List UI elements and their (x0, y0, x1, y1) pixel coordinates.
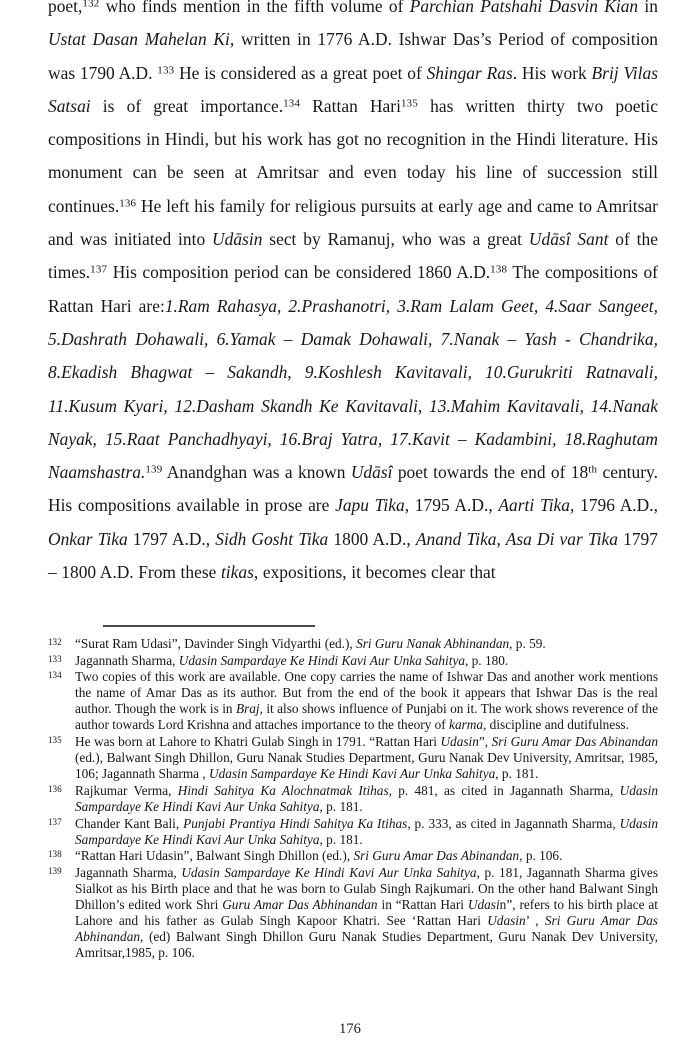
italic-text: Udasi (467, 897, 500, 912)
text-run: He was born at Lahore to Khatri Gulab Singh in 1791. “Rattan Hari (75, 734, 441, 750)
footnote-marker: 135 (400, 97, 418, 110)
italic-text: Udāsin (212, 229, 263, 250)
italic-text: Sri Guru Amar Das Abinandan, (353, 848, 523, 864)
italic-text: Udāsî Sant (528, 229, 609, 250)
text-run: 1800 A.D., (328, 528, 416, 549)
text-run: has written thirty two poetic compositions in Hindi, but his work has got no recognition in the Hindi literature. His monument can be seen at Amritsar and even today his line of succession still continues. (48, 95, 658, 216)
italic-text: Udasin (487, 913, 526, 929)
text-run: sect by Ramanuj, who was a great (262, 229, 529, 250)
text-run: , p. 333, as cited in Jagannath Sharma, (407, 815, 620, 831)
footnote-marker: 139 (145, 463, 163, 476)
italic-text: Braj (235, 701, 260, 717)
footnote-entry (46, 653, 658, 669)
text-run: , (ed) Balwant Singh Dhillon Guru Nanak Studies Department, Guru Nanak Dev University, Amritsar,1985, p. 106. (75, 929, 658, 961)
footnote-marker: 132 (82, 0, 100, 10)
text-run: written in 1776 A.D. Ishwar Das’s Period of composition was 1790 A.D. (48, 29, 658, 83)
text-run: The compositions of Rattan Hari are: (48, 262, 658, 316)
footnote-number: 139 (48, 865, 62, 876)
text-run: 1797 A.D., (127, 528, 216, 549)
text-run: Chander Kant Bali, (75, 815, 184, 831)
footnote-entry (46, 865, 658, 962)
text-run: , p. 59. (509, 636, 546, 651)
text-run: (ed.), Balwant Singh Dhillon, Guru Nanak Studies Department, Guru Nanak Dev University, Amritsar, 1985, 106; Jagannath Sharma , (75, 750, 658, 782)
text-run: n”, refers to his birth place at Lahore and his father as Gulab Singh Kapoor Khatri. See ‘Rattan Hari (75, 897, 659, 929)
text-run: who finds mention in the fifth volume of (99, 0, 410, 16)
footnote-entry (46, 669, 658, 733)
text-run: Jagannath Sharma, (75, 652, 179, 668)
text-run: , p. 181. (319, 831, 363, 847)
text-run: . His work (512, 62, 592, 83)
italic-text: Udasin (440, 734, 479, 750)
italic-text: Sri Guru Nanak Abhinandan (356, 636, 510, 651)
text-run: His composition period can be considered 1860 A.D. (107, 262, 491, 283)
italic-text: tikas (220, 562, 254, 583)
text-run: “Surat Ram Udasi”, Davinder Singh Vidyarthi (ed.), (75, 636, 357, 651)
footnote-marker: 136 (119, 197, 137, 210)
italic-text: Udāsî (350, 462, 393, 483)
text-run: Anandghan was a known (162, 462, 351, 483)
footnote-text (75, 865, 658, 962)
text-run: Jagannath Sharma, (75, 864, 182, 880)
text-run: , p. 181, Jagannath Sharma gives Sialkot as his Birth place and that he was born to Gulab Singh Rajkumari. On the other hand Balwant Singh Dhillon’s edited work Shri (75, 864, 658, 912)
footnote-number: 138 (48, 849, 62, 860)
footnote-marker: 133 (157, 63, 175, 76)
footnote-marker: 138 (490, 263, 508, 276)
italic-text: Udasin Sampardaye Ke Hindi Kavi Aur Unka Sahitya (75, 815, 658, 847)
text-run: of the times. (48, 229, 658, 283)
italic-text: Sidh Gosht Tika (215, 528, 329, 549)
text-run: Rattan Hari (300, 95, 401, 116)
text-run: Rajkumar Verma, (75, 782, 178, 798)
text-run: century. His compositions available in prose are (48, 462, 659, 516)
text-run: , 1796 A.D., (570, 495, 658, 516)
italic-text: Punjabi Prantiya Hindi Sahitya Ka Itihas (183, 815, 408, 831)
italic-text: Guru Amar Das Abhinandan (222, 897, 378, 912)
italic-text: Udasin Sampardaye Ke Hindi Kavi Aur Unka Sahitya (181, 864, 477, 880)
text-run: Two copies of this work are available. One copy carries the name of Ishwar Das and another work mentions the name of Amar Das as its author. But from the end of the book it appears that Ishwar Das is the real author. Though the work is in (75, 669, 658, 717)
footnote-text (75, 653, 658, 669)
italic-text: Onkar Tika (48, 528, 128, 549)
footnote-marker: 137 (90, 263, 108, 276)
italic-text: Sri Guru Amar Das Abhinandan (75, 913, 658, 945)
italic-text: Brij Vilas Satsai (48, 62, 658, 116)
italic-text: Sri Guru Amar Das Abinandan (491, 734, 658, 750)
footnote-number: 133 (48, 653, 62, 664)
text-run: in (638, 0, 658, 16)
footnote-entry (46, 734, 658, 782)
footnote-text (75, 848, 658, 864)
text-run: , expositions, it becomes clear that (253, 562, 496, 583)
italic-text: Hindi Sahitya Ka Alochnatmak Itihas (177, 782, 389, 798)
text-run: ’ , (525, 913, 545, 929)
footnote-separator-rule (103, 625, 315, 627)
text-run: is of great importance. (90, 95, 284, 116)
text-run: , p. 481, as cited in Jagannath Sharma, (388, 782, 620, 798)
footnote-text (75, 669, 658, 733)
italic-text: karma (449, 717, 484, 733)
text-run: p. 180. (468, 652, 509, 668)
footnote-entry (46, 783, 658, 815)
footnote-text (75, 816, 658, 848)
text-run: poet towards the end of 18 (392, 462, 589, 483)
footnote-entry (46, 848, 658, 864)
italic-text: Aarti Tika (498, 495, 571, 516)
text-run: 1797 – 1800 A.D. From these (48, 528, 658, 583)
body-text-block (48, 0, 658, 589)
footnotes-block (46, 636, 658, 962)
footnote-text (75, 636, 658, 652)
italic-text: Udasin Sampardaye Ke Hindi Kavi Aur Unka Sahitya, (178, 652, 469, 668)
text-run: , p. 181. (495, 766, 539, 782)
footnote-entry (46, 816, 658, 848)
text-run: , p. 181. (319, 798, 363, 814)
footnote-marker: 134 (283, 97, 301, 110)
text-run: poet, (48, 0, 83, 16)
text-run: , it also shows influence of Punjabi on it. The work shows reverence of the author towards Lord Krishna and attaches importance to the theory of (75, 701, 658, 733)
italic-text: Udasin Sampardaye Ke Hindi Kavi Aur Unka Sahitya (75, 782, 659, 814)
footnote-marker: th (588, 463, 598, 476)
text-run: He is considered as a great poet of (174, 62, 427, 83)
text-run: , discipline and dutifulness. (483, 717, 629, 733)
italic-text: Udasin Sampardaye Ke Hindi Kavi Aur Unka Sahitya (209, 766, 496, 782)
italic-text: Shingar Ras (426, 62, 513, 83)
footnote-text (75, 734, 658, 782)
footnote-number: 135 (48, 735, 62, 746)
footnote-text (75, 783, 658, 815)
italic-text: Ustat Dasan Mahelan Ki, (48, 29, 235, 50)
footnote-number: 136 (48, 783, 62, 794)
footnote-number: 134 (48, 670, 62, 681)
text-run: , 1795 A.D., (404, 495, 499, 516)
italic-text: Parchian Patshahi Dasvin Kian (409, 0, 639, 16)
page-number: 176 (339, 1021, 361, 1037)
footnote-number: 132 (48, 637, 62, 647)
text-run: p. 106. (522, 848, 563, 864)
text-run: “Rattan Hari Udasin”, Balwant Singh Dhillon (ed.), (75, 848, 354, 864)
text-run: ”, (478, 734, 492, 750)
text-run: He left his family for religious pursuits at early age and came to Amritsar and was initiated into (48, 195, 658, 250)
text-run: in “Rattan Hari (377, 897, 468, 912)
footnote-number: 137 (48, 816, 62, 827)
footnote-entry (46, 636, 658, 652)
italic-text: Anand Tika, Asa Di var Tika (415, 528, 618, 549)
italic-text: Japu Tika (335, 495, 405, 516)
italic-text: 1.Ram Rahasya, 2.Prashanotri, 3.Ram Lalam Geet, 4.Saar Sangeet, 5.Dashrath Dohawali, 6.Yamak – Damak Dohawali, 7.Nanak – Yash - Chandrika, 8.Ekadish Bhagwat – Sakandh, 9.Koshlesh Kavitavali, 10.Gurukriti Ratnavali, 11.Kusum Kyari, 12.Dasham Skandh Ke Kavitavali, 13.Mahim Kavitavali, 14.Nanak Nayak, 15.Raat Panchadhyayi, 16.Braj Yatra, 17.Kavit – Kadambini, 18.Raghutam Naamshastra. (48, 295, 658, 483)
body-paragraph (48, 0, 658, 589)
footnote-list (46, 636, 658, 961)
